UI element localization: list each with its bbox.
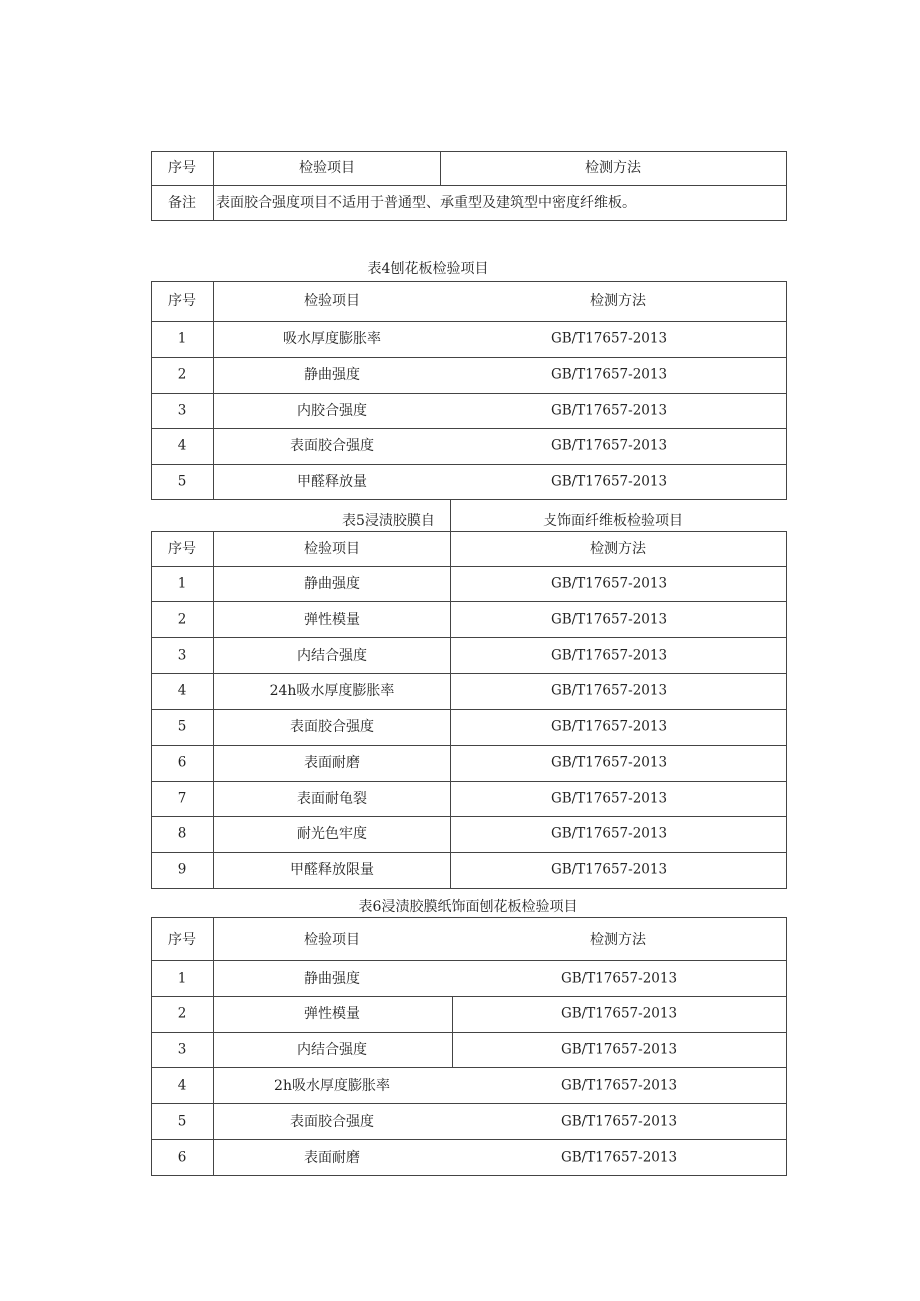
header-method: 检测方法: [585, 160, 641, 176]
row-no: 3: [177, 402, 187, 419]
row-method: GB/T17657-2013: [550, 575, 668, 592]
row-no: 6: [177, 1149, 187, 1166]
table-border: [151, 151, 152, 221]
row-method: GB/T17657-2013: [550, 402, 668, 419]
row-no: 3: [177, 1041, 187, 1058]
row-no: 1: [177, 330, 187, 347]
table-border: [786, 531, 787, 889]
row-item: 表面耐磨: [304, 1150, 360, 1166]
header-item: 检验项目: [299, 160, 355, 176]
header-method: 检测方法: [590, 293, 646, 309]
row-method: GB/T17657-2013: [550, 790, 668, 807]
table-border: [213, 531, 214, 889]
row-no: 4: [177, 1077, 187, 1094]
row-no: 5: [177, 473, 187, 490]
row-item: 弹性模量: [304, 1006, 360, 1022]
table-border: [450, 531, 451, 889]
row-method: GB/T17657-2013: [550, 366, 668, 383]
table-border: [151, 281, 152, 500]
row-method: GB/T17657-2013: [560, 1077, 678, 1094]
table-border: [151, 816, 787, 817]
row-method: GB/T17657-2013: [560, 1005, 678, 1022]
row-method: GB/T17657-2013: [550, 647, 668, 664]
table-border: [151, 673, 787, 674]
table-caption-left: 表5浸渍胶膜自: [342, 513, 435, 529]
header-item: 检验项目: [304, 293, 360, 309]
table-border: [213, 281, 214, 500]
table-caption: 表4刨花板检验项目: [367, 261, 489, 277]
row-no: 4: [177, 682, 187, 699]
caption-divider: [450, 499, 451, 532]
table-caption-right: 攴饰面纤维板检验项目: [543, 513, 683, 529]
row-method: GB/T17657-2013: [550, 611, 668, 628]
table-border: [786, 917, 787, 1176]
table-caption: 表6浸渍胶膜纸饰面刨花板检验项目: [358, 899, 578, 915]
table-border: [151, 996, 787, 997]
table-border: [151, 637, 787, 638]
table-border: [151, 151, 787, 152]
table-border: [151, 1175, 787, 1176]
table-border: [151, 1067, 787, 1068]
header-item: 检验项目: [304, 932, 360, 948]
row-method: GB/T17657-2013: [550, 330, 668, 347]
table-border: [151, 321, 787, 322]
row-method: GB/T17657-2013: [550, 718, 668, 735]
table-border: [151, 357, 787, 358]
table-border: [151, 917, 787, 918]
table-border: [151, 852, 787, 853]
header-item: 检验项目: [304, 541, 360, 557]
row-item: 静曲强度: [304, 576, 360, 592]
row-no: 6: [177, 754, 187, 771]
row-no: 5: [177, 1113, 187, 1130]
row-no: 4: [177, 437, 187, 454]
row-no: 2: [177, 611, 187, 628]
row-item: 2h吸水厚度膨胀率: [274, 1078, 390, 1094]
table-border: [151, 428, 787, 429]
remark-label: 备注: [168, 195, 196, 211]
row-no: 1: [177, 970, 187, 987]
row-no: 9: [177, 861, 187, 878]
header-no: 序号: [168, 541, 196, 557]
header-no: 序号: [168, 160, 196, 176]
row-method: GB/T17657-2013: [550, 682, 668, 699]
header-method: 检测方法: [590, 541, 646, 557]
row-item: 弹性模量: [304, 612, 360, 628]
row-no: 3: [177, 647, 187, 664]
row-item: 内结合强度: [297, 648, 367, 664]
row-item: 静曲强度: [304, 367, 360, 383]
row-item: 表面胶合强度: [290, 1114, 374, 1130]
row-item: 甲醛释放量: [297, 474, 367, 490]
row-method: GB/T17657-2013: [550, 861, 668, 878]
table-border: [151, 745, 787, 746]
table-border: [151, 709, 787, 710]
table-border: [151, 185, 787, 186]
table-border: [151, 601, 787, 602]
row-no: 5: [177, 718, 187, 735]
row-item: 表面胶合强度: [290, 719, 374, 735]
table-border: [786, 151, 787, 221]
row-no: 2: [177, 1005, 187, 1022]
header-method: 检测方法: [590, 932, 646, 948]
row-no: 1: [177, 575, 187, 592]
row-method: GB/T17657-2013: [550, 473, 668, 490]
table-border: [151, 531, 152, 889]
table-border: [440, 151, 441, 186]
table-border: [213, 151, 214, 221]
row-method: GB/T17657-2013: [560, 1041, 678, 1058]
table-border: [151, 1032, 787, 1033]
header-no: 序号: [168, 293, 196, 309]
table-border: [151, 888, 787, 889]
table-border: [151, 1103, 787, 1104]
row-method: GB/T17657-2013: [550, 754, 668, 771]
row-no: 2: [177, 366, 187, 383]
row-item: 静曲强度: [304, 971, 360, 987]
row-no: 8: [177, 825, 187, 842]
table-border: [151, 393, 787, 394]
table-border: [151, 781, 787, 782]
row-item: 24h吸水厚度膨胀率: [269, 683, 395, 699]
table-border: [452, 996, 453, 1068]
table-border: [151, 531, 787, 532]
row-item: 吸水厚度膨胀率: [283, 331, 381, 347]
row-item: 内胶合强度: [297, 403, 367, 419]
row-method: GB/T17657-2013: [560, 970, 678, 987]
table-border: [786, 281, 787, 500]
row-item: 表面耐龟裂: [297, 791, 367, 807]
table-border: [151, 1139, 787, 1140]
table-border: [151, 917, 152, 1176]
table-border: [151, 464, 787, 465]
row-no: 7: [177, 790, 187, 807]
table-border: [151, 220, 787, 221]
table-border: [151, 960, 787, 961]
remark-text: 表面胶合强度项目不适用于普通型、承重型及建筑型中密度纤维板。: [216, 195, 636, 211]
row-method: GB/T17657-2013: [560, 1113, 678, 1130]
row-method: GB/T17657-2013: [560, 1149, 678, 1166]
header-no: 序号: [168, 932, 196, 948]
row-item: 表面耐磨: [304, 755, 360, 771]
table-border: [213, 917, 214, 1176]
row-method: GB/T17657-2013: [550, 437, 668, 454]
table-border: [151, 566, 787, 567]
table-border: [151, 499, 787, 500]
row-item: 耐光色牢度: [297, 826, 367, 842]
row-item: 甲醛释放限量: [290, 862, 374, 878]
table-border: [151, 281, 787, 282]
row-method: GB/T17657-2013: [550, 825, 668, 842]
row-item: 表面胶合强度: [290, 438, 374, 454]
row-item: 内结合强度: [297, 1042, 367, 1058]
